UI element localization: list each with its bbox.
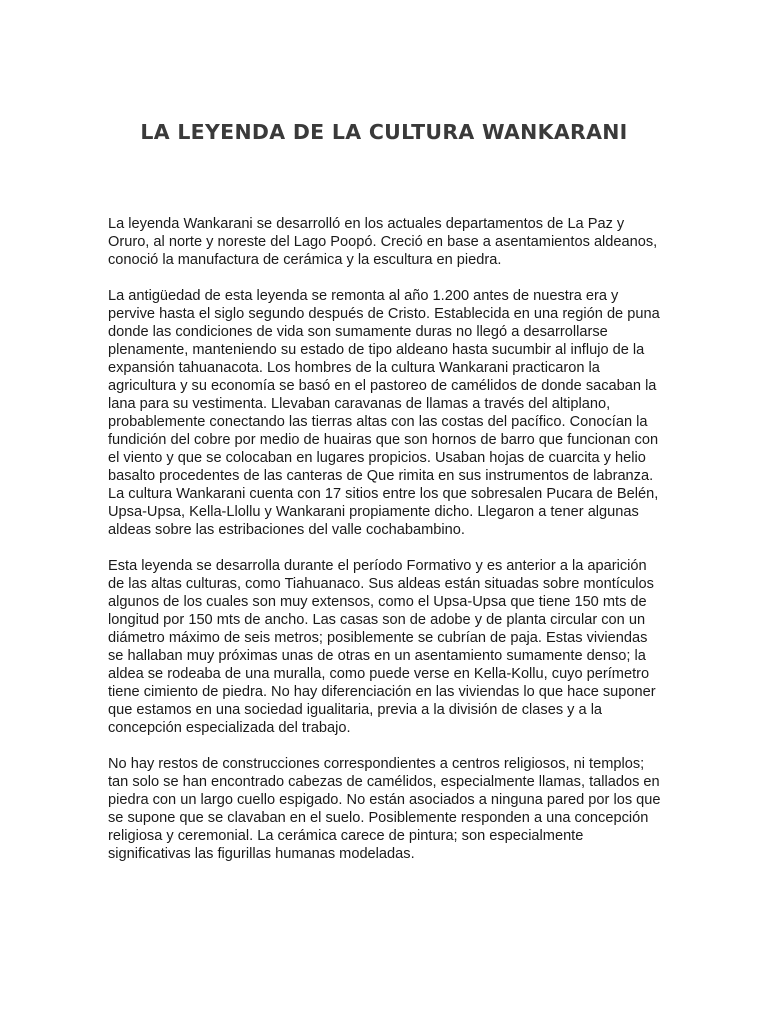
paragraph-3: Esta leyenda se desarrolla durante el período Formativo y es anterior a la aparición de las altas culturas, como Tiahuanaco. Sus aldeas están situadas sobre montículos algunos de los cuales son muy extensos, como el Upsa-Upsa que tiene 150 mts de longitud por 150 mts de ancho. Las casas son de adobe y de planta circular con un diámetro máximo de seis metros; posiblemente se cubrían de paja. Estas viviendas se hallaban muy próximas unas de otras en un asentamiento sumamente denso; la aldea se rodeaba de una muralla, como puede verse en Kella-Kollu, cuyo perímetro tiene cimiento de piedra. No hay diferenciación en las viviendas lo que hace suponer que estamos en una sociedad igualitaria, previa a la división de clases y a la concepción especializada del trabajo. xyxy=(108,558,656,736)
paragraph-1: La leyenda Wankarani se desarrolló en los actuales departamentos de La Paz y Oruro, al norte y noreste del Lago Poopó. Creció en base a asentamientos aldeanos, conoció la manufactura de cerámica y la escultura en piedra. xyxy=(108,216,658,268)
paragraph-2: La antigüedad de esta leyenda se remonta al año 1.200 antes de nuestra era y pervive hasta el siglo segundo después de Cristo. Establecida en una región de puna donde las condiciones de vida son sumamente duras no llegó a desarrollarse plenamente, manteniendo su estado de tipo aldeano hasta sucumbir al influjo de la expansión tahuanacota. Los hombres de la cultura Wankarani practicaron la agricultura y su economía se basó en el pastoreo de camélidos de donde sacaban la lana para su vestimenta. Llevaban caravanas de llamas a través del altiplano, probablemente conectando las tierras altas con las costas del pacífico. Conocían la fundición del cobre por medio de huairas que son hornos de barro que funcionan con el viento y que se colocaban en lugares propicios. Usaban hojas de cuarcita y helio basalto procedentes de las canteras de Que rimita en sus instrumentos de labranza. La cultura Wankarani cuenta con 17 sitios entre los que sobresalen Pucara de Belén, Upsa-Upsa, Kella-Llollu y Wankarani propiamente dicho. Llegaron a tener algunas aldeas sobre las estribaciones del valle cochabambino. xyxy=(108,288,660,538)
paragraph-4: No hay restos de construcciones correspondientes a centros religiosos, ni templos; tan solo se han encontrado cabezas de camélidos, especialmente llamas, tallados en piedra con un largo cuello espigado. No están asociados a ninguna pared por los que se supone que se clavaban en el suelo. Posiblemente responden a una concepción religiosa y ceremonial. La cerámica carece de pintura; son especialmente significativas las figurillas humanas modeladas. xyxy=(108,756,661,862)
document-title: LA LEYENDA DE LA CULTURA WANKARANI xyxy=(140,120,628,144)
document-body xyxy=(108,215,663,881)
